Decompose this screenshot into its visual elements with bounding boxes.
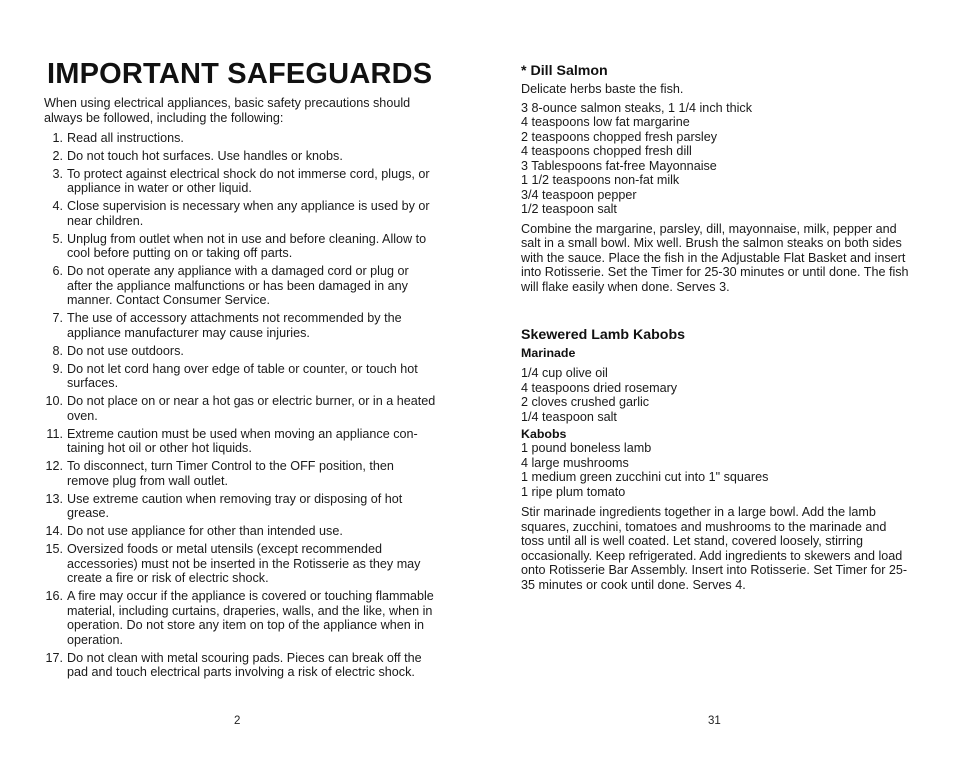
safeguard-item [44, 651, 436, 680]
safeguard-item [44, 394, 436, 423]
safeguard-number: 4. [52, 199, 63, 214]
safeguard-number: 14. [45, 524, 63, 539]
ingredient-line: 4 teaspoons low fat margarine [521, 115, 690, 129]
kabobs-heading: Kabobs [521, 427, 567, 441]
ingredient-line: 2 teaspoons chopped fresh parsley [521, 129, 718, 144]
safeguard-item [44, 264, 436, 308]
page-number-right: 31 [708, 715, 721, 727]
ingredient-line: 1 pound boneless lamb [521, 441, 652, 455]
safeguard-number: 5. [52, 231, 63, 246]
safeguard-number: 3. [52, 166, 63, 181]
safeguard-number: 6. [52, 264, 63, 279]
safeguard-item [44, 542, 436, 586]
safeguard-item [44, 524, 436, 539]
safeguard-item [44, 459, 436, 488]
safeguard-text: To disconnect, turn Timer Control to the OFF position, then remove plug from wall outlet. [67, 459, 394, 488]
ingredient-line: 3 Tablespoons fat-free Mayonnaise [521, 158, 717, 173]
safeguard-number: 10. [45, 394, 63, 409]
safeguard-item [44, 311, 436, 340]
ingredient-line: 1/2 teaspoon salt [521, 202, 617, 216]
ingredient-line: 3 8-ounce salmon steaks, 1 1/4 inch thick [521, 100, 753, 115]
recipe-lamb-kabobs [521, 327, 921, 592]
safeguard-number: 17. [45, 650, 63, 665]
ingredient-line: 1 1/2 teaspoons non-fat milk [521, 173, 680, 187]
safeguard-number: 11. [46, 426, 63, 441]
recipe-directions-salmon: Combine the margarine, parsley, dill, mayonnaise, milk, pepper and salt in a small bowl. Mix well. Brush the salmon steaks on both sides with the sauce. Place the fish in the Adjustable Flat Basket and insert into Rotisserie. Set the Timer for 25-30 minutes or until done. The fish will flake easily when done. Serves 3. [521, 221, 909, 294]
recipe-title-lamb: Skewered Lamb Kabobs [521, 327, 685, 343]
safeguard-text: Do not clean with metal scouring pads. Pieces can break off the pad and touch electrical parts involving a risk of electric shock. [67, 650, 422, 680]
ingredient-line: 2 cloves crushed garlic [521, 395, 650, 409]
safeguard-number: 13. [45, 491, 63, 506]
safeguard-text: Do not use outdoors. [67, 343, 184, 358]
safeguard-item [44, 344, 436, 359]
ingredient-list-salmon [521, 101, 921, 217]
ingredient-line: 1/4 cup olive oil [521, 366, 608, 380]
safeguards-list [44, 131, 436, 683]
right-page [477, 0, 954, 781]
safeguard-text: Unplug from outlet when not in use and before cleaning. Allow to cool before putting on or taking off parts. [67, 231, 427, 261]
safeguard-text: Do not use appliance for other than intended use. [67, 524, 343, 539]
safeguard-item [44, 427, 436, 456]
safeguards-intro: When using electrical appliances, basic safety precautions should always be followed, including the following: [44, 96, 411, 125]
recipe-description-salmon: Delicate herbs baste the fish. [521, 82, 684, 96]
safeguard-number: 15. [45, 542, 63, 556]
ingredient-line: 3/4 teaspoon pepper [521, 187, 637, 202]
safeguard-text: Do not touch hot surfaces. Use handles or knobs. [67, 148, 343, 163]
ingredient-line: 1/4 teaspoon salt [521, 409, 617, 424]
safeguard-text: Oversized foods or metal utensils (except recommended accessories) must not be inserted in the Rotisserie as they may create a fire or risk of electric shock. [67, 542, 421, 586]
safeguard-item [44, 199, 436, 228]
recipe-dill-salmon [521, 63, 921, 294]
safeguard-item [44, 492, 436, 521]
safeguard-item [44, 131, 436, 146]
marinade-heading: Marinade [521, 346, 576, 360]
safeguard-number: 8. [52, 343, 63, 358]
safeguard-item [44, 149, 436, 164]
safeguard-text: A fire may occur if the appliance is covered or touching flammable material, including curtains, draperies, walls, and the like, when in operation. Do not store any item on top of the appliance when in operation. [67, 589, 434, 647]
safeguard-item [44, 362, 436, 391]
ingredient-line: 4 large mushrooms [521, 455, 629, 470]
safeguard-number: 2. [52, 148, 63, 163]
safeguard-number: 12. [45, 459, 63, 474]
safeguard-text: Use extreme caution when removing tray or disposing of hot grease. [67, 491, 403, 521]
safeguard-text: Do not operate any appliance with a damaged cord or plug or after the appliance malfunctions or has been damaged in any manner. Contact Consumer Service. [67, 264, 409, 308]
safeguard-number: 1. [52, 131, 63, 145]
safeguard-text: Extreme caution must be used when moving an appliance con-taining hot oil or other hot liquids. [67, 426, 418, 456]
page-title: IMPORTANT SAFEGUARDS [47, 58, 433, 90]
ingredient-line: 4 teaspoons chopped fresh dill [521, 144, 692, 158]
ingredient-line: 1 medium green zucchini cut into 1" squares [521, 470, 769, 484]
ingredient-list-marinade [521, 366, 921, 424]
safeguard-text: Do not place on or near a hot gas or electric burner, or in a heated oven. [67, 394, 436, 423]
ingredient-line: 4 teaspoons dried rosemary [521, 380, 678, 395]
recipe-directions-lamb: Stir marinade ingredients together in a large bowl. Add the lamb squares, zucchini, tomatoes and mushrooms to the marinade and toss until all is well coated. Let stand, covered loosely, stirring occasionally. Keep refrigerated. Add ingredients to skewers and load onto Rotisserie Bar Assembly. Insert into Rotisserie. Set Timer for 25-35 minutes or cook until done. Serves 4. [521, 505, 908, 592]
ingredient-line: 1 ripe plum tomato [521, 484, 626, 499]
page-number-left: 2 [234, 715, 241, 727]
safeguard-text: To protect against electrical shock do not immerse cord, plugs, or appliance in water or other liquid. [67, 166, 430, 196]
safeguard-item [44, 589, 436, 647]
ingredient-list-kabobs [521, 441, 921, 499]
safeguard-item [44, 167, 436, 196]
recipe-title-salmon: * Dill Salmon [521, 63, 608, 79]
safeguard-text: Read all instructions. [67, 131, 184, 145]
safeguard-text: Close supervision is necessary when any appliance is used by or near children. [67, 199, 430, 228]
safeguard-text: Do not let cord hang over edge of table or counter, or touch hot surfaces. [67, 361, 418, 391]
safeguard-item [44, 232, 436, 261]
safeguard-number: 16. [45, 589, 63, 604]
safeguard-text: The use of accessory attachments not recommended by the appliance manufacturer may cause injuries. [67, 311, 402, 340]
safeguard-number: 9. [52, 361, 63, 376]
safeguard-number: 7. [52, 311, 63, 326]
